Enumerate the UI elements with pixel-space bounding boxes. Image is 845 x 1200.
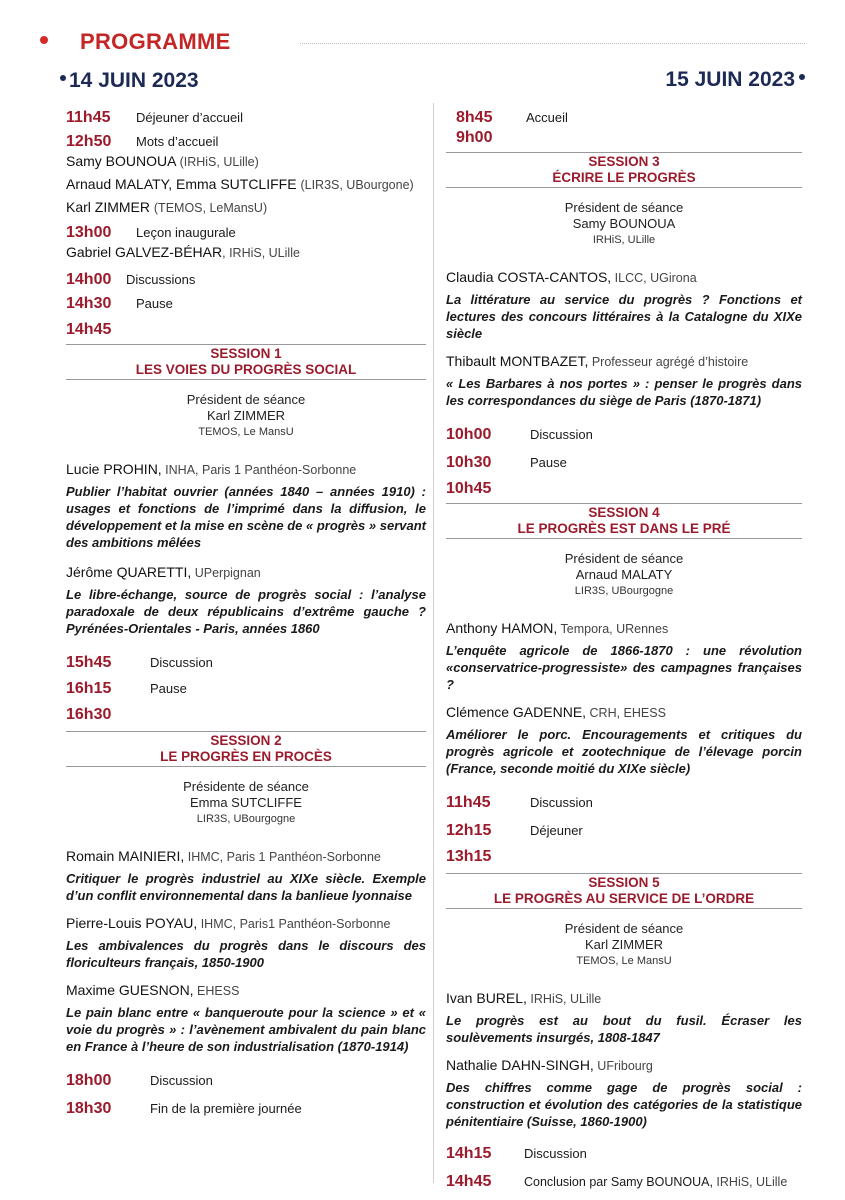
slot-time: 18h00 [66, 1072, 112, 1089]
slot-time: 10h30 [446, 454, 492, 471]
speaker: Lucie PROHIN, INHA, Paris 1 Panthéon-Sorbonne [66, 461, 357, 477]
slot-label: Discussions [126, 272, 196, 287]
time-slot [456, 128, 802, 148]
header-rule [300, 43, 805, 44]
session-chair: Président de séance Karl ZIMMER TEMOS, Le MansU [186, 392, 306, 438]
talk-title: Des chiffres comme gage de progrès social : construction et évolution des catégories de la statistique pénitentiaire (Suisse, 1860-1900) [446, 1080, 802, 1129]
time-slot [66, 1099, 426, 1119]
time-slot [66, 270, 426, 290]
bullet-icon [799, 74, 805, 80]
talk-title: Le progrès est au bout du fusil. Écraser les soulèvements insurgés, 1808-1847 [446, 1013, 802, 1045]
talk-title: Le pain blanc entre « banqueroute pour la science » et « voie du progrès » : l’avènement ambivalent du pain blanc en France à l’heure de son industrialisation (1870-1914) [66, 1005, 426, 1054]
slot-label: Déjeuner [530, 823, 583, 838]
speaker: Clémence GADENNE, CRH, EHESS [446, 704, 666, 720]
slot-time: 12h15 [446, 822, 492, 839]
session-chair: Président de séance Karl ZIMMER TEMOS, Le MansU [564, 921, 684, 967]
session-header: SESSION 5 LE PROGRÈS AU SERVICE DE L’ORDRE [446, 873, 802, 909]
time-slot [446, 479, 802, 499]
slot-time: 16h30 [66, 706, 112, 723]
time-slot [66, 294, 426, 314]
slot-time: 12h50 [66, 133, 112, 150]
time-slot [66, 653, 426, 673]
session-header: SESSION 4 LE PROGRÈS EST DANS LE PRÉ [446, 503, 802, 539]
slot-time: 18h30 [66, 1100, 112, 1117]
time-slot [66, 223, 426, 243]
speaker: Thibault MONTBAZET, Professeur agrégé d’histoire [446, 353, 749, 369]
day1-date: 14 JUIN 2023 [69, 69, 199, 92]
time-slot [66, 320, 426, 340]
slot-time: 11h45 [446, 794, 491, 811]
slot-time: 14h15 [446, 1145, 492, 1162]
speaker: Jérôme QUARETTI, UPerpignan [66, 564, 261, 580]
day1-column [66, 108, 426, 1119]
slot-label: Pause [136, 296, 173, 311]
slot-time: 8h45 [456, 109, 493, 126]
speaker: Pierre-Louis POYAU, IHMC, Paris1 Panthéon-Sorbonne [66, 915, 391, 931]
time-slot [66, 108, 426, 128]
slot-label: Discussion [530, 795, 593, 810]
slot-time: 16h15 [66, 680, 112, 697]
slot-time: 9h00 [456, 129, 493, 146]
talk-title: Publier l’habitat ouvrier (années 1840 – années 1910) : usages et fonctions de l’imprimé dans la diffusion, le développement et la mise en scène de « progrès » servant des ambitions mêlées [66, 484, 426, 550]
speaker: Karl ZIMMER (TEMOS, LeMansU) [66, 199, 268, 215]
speaker: Samy BOUNOUA (IRHiS, ULille) [66, 153, 259, 169]
bullet-icon [60, 75, 66, 81]
time-slot [446, 847, 802, 867]
talk-title: La littérature au service du progrès ? Fonctions et lectures des concours littéraires à la Catalogne du XIXe siècle [446, 292, 802, 341]
session-header: SESSION 2 LE PROGRÈS EN PROCÈS [66, 731, 426, 767]
session-chair: Président de séance Arnaud MALATY LIR3S, UBourgogne [564, 551, 684, 597]
time-slot [66, 1071, 426, 1091]
day1-heading [60, 69, 199, 93]
column-divider [433, 103, 434, 1183]
time-slot [456, 108, 802, 128]
slot-time: 13h00 [66, 224, 112, 241]
talk-title: Le libre-échange, source de progrès social : l’analyse paradoxale de deux républicains d’extrême gauche ? Pyrénées-Orientales - Paris, années 1860 [66, 587, 426, 636]
time-slot [446, 821, 802, 841]
talk-title: Les ambivalences du progrès dans le discours des floriculteurs français, 1850-1900 [66, 938, 426, 970]
time-slot [446, 793, 802, 813]
slot-time: 14h45 [66, 321, 112, 338]
slot-label: Déjeuner d’accueil [136, 110, 243, 125]
slot-label: Discussion [524, 1146, 587, 1161]
time-slot [446, 1172, 802, 1192]
talk-title: Critiquer le progrès industriel au XIXe siècle. Exemple d’un conflit environnemental dans la banlieue lyonnaise [66, 871, 426, 903]
time-slot [66, 679, 426, 699]
speaker: Anthony HAMON, Tempora, URennes [446, 620, 669, 636]
session-header: SESSION 3 ÉCRIRE LE PROGRÈS [446, 152, 802, 188]
time-slot [66, 705, 426, 725]
slot-time: 10h45 [446, 480, 492, 497]
talk-title: « Les Barbares à nos portes » : penser le progrès dans les correspondances du siège de Paris (1870-1871) [446, 376, 802, 408]
speaker: Maxime GUESNON, EHESS [66, 982, 240, 998]
talk-title: Améliorer le porc. Encouragements et critiques du progrès agricole et zootechnique de l’élevage porcin (France, seconde moitié du XIXe siècle) [446, 727, 802, 776]
slot-time: 10h00 [446, 426, 492, 443]
speaker: Arnaud MALATY, Emma SUTCLIFFE (LIR3S, UBourgone) [66, 176, 414, 192]
session-chair: Président de séance Samy BOUNOUA IRHiS, ULille [564, 200, 684, 246]
time-slot [446, 425, 802, 445]
speaker: Gabriel GALVEZ-BÉHAR, IRHiS, ULille [66, 244, 300, 260]
day2-column [446, 108, 802, 1192]
slot-label: Leçon inaugurale [136, 225, 236, 240]
slot-time: 15h45 [66, 654, 112, 671]
speaker: Nathalie DAHN-SINGH, UFribourg [446, 1057, 653, 1073]
page-title: PROGRAMME [80, 29, 231, 54]
slot-label: Discussion [150, 1073, 213, 1088]
time-slot [446, 1144, 802, 1164]
slot-label: Conclusion par Samy BOUNOUA, IRHiS, ULille [524, 1175, 788, 1189]
slot-label: Discussion [530, 427, 593, 442]
slot-label: Mots d’accueil [136, 134, 219, 149]
slot-time: 14h00 [66, 271, 112, 288]
speaker: Romain MAINIERI, IHMC, Paris 1 Panthéon-Sorbonne [66, 848, 381, 864]
day2-date: 15 JUIN 2023 [665, 68, 795, 91]
slot-label: Pause [150, 681, 187, 696]
slot-label: Pause [530, 455, 567, 470]
slot-time: 13h15 [446, 848, 492, 865]
talk-title: L’enquête agricole de 1866-1870 : une révolution «conservatrice-progressiste» des campagnes françaises ? [446, 643, 802, 692]
time-slot [66, 132, 426, 152]
slot-time: 11h45 [66, 109, 111, 126]
day2-heading [665, 68, 805, 92]
speaker: Claudia COSTA-CANTOS, ILCC, UGirona [446, 269, 697, 285]
session-chair: Présidente de séance Emma SUTCLIFFE LIR3S, UBourgogne [183, 779, 309, 825]
session-header: SESSION 1 LES VOIES DU PROGRÈS SOCIAL [66, 344, 426, 380]
slot-time: 14h30 [66, 295, 112, 312]
slot-time: 14h45 [446, 1173, 492, 1190]
bullet-icon [40, 36, 48, 44]
speaker: Ivan BUREL, IRHiS, ULille [446, 990, 602, 1006]
slot-label: Accueil [526, 110, 568, 125]
time-slot [446, 453, 802, 473]
slot-label: Discussion [150, 655, 213, 670]
slot-label: Fin de la première journée [150, 1101, 302, 1116]
